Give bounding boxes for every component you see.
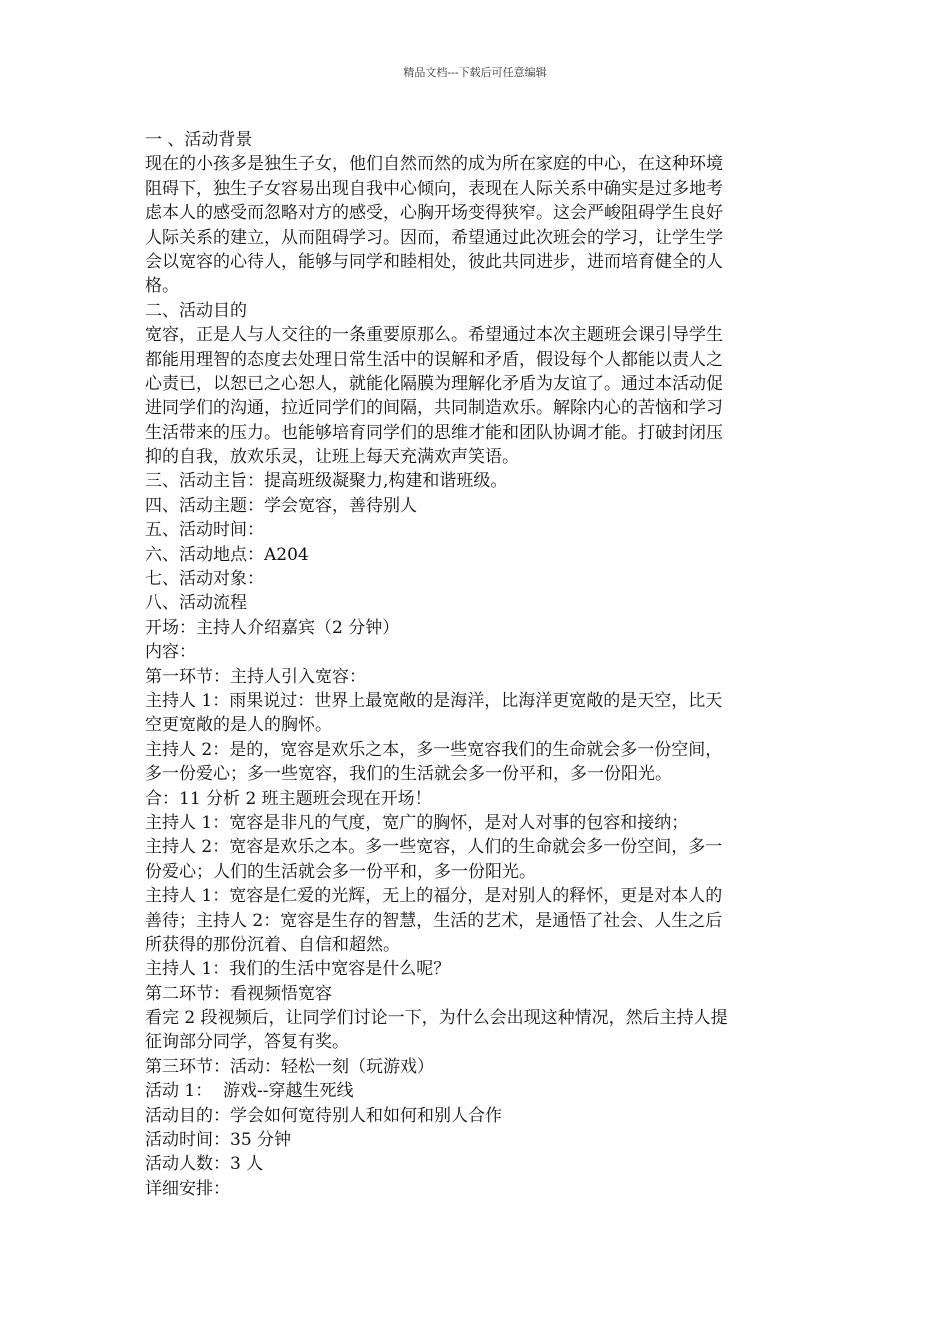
- text-line: 八、活动流程: [145, 593, 247, 614]
- text-line: 四、活动主题：学会宽容，善待别人: [145, 495, 417, 516]
- text-line: 第一环节：主持人引入宽容：: [145, 666, 366, 687]
- text-line: 开场：主持人介绍嘉宾（2 分钟）: [145, 617, 400, 638]
- text-line: 格。: [145, 276, 179, 297]
- text-line: 合：11 分析 2 班主题班会现在开场！: [145, 788, 432, 809]
- text-line: 活动时间：35 分钟: [145, 1130, 292, 1151]
- text-line: 所获得的那份沉着、自信和超然。: [145, 934, 400, 955]
- text-line: 人际关系的建立，从而阻碍学习。因而，希望通过此次班会的学习，让学生学: [145, 227, 723, 248]
- text-line: 主持人 1：雨果说过：世界上最宽敞的是海洋，比海洋更宽敞的是天空，比天: [145, 690, 723, 711]
- text-line: 主持人 1：宽容是非凡的气度，宽广的胸怀，是对人对事的包容和接纳；: [145, 812, 689, 833]
- page-header: 精品文档---下载后可任意编辑: [403, 66, 547, 79]
- text-line: 活动目的：学会如何宽待别人和如何和别人合作: [145, 1105, 502, 1126]
- text-line: 现在的小孩多是独生子女，他们自然而然的成为所在家庭的中心，在这种环境: [145, 154, 723, 175]
- text-line: 七、活动对象：: [145, 569, 264, 590]
- text-line: 三、活动主旨：提高班级凝聚力,构建和谐班级。: [145, 471, 508, 492]
- text-line: 详细安排：: [145, 1178, 230, 1199]
- text-line: 虑本人的感受而忽略对方的感受，心胸开场变得狭窄。这会严峻阻碍学生良好: [145, 203, 723, 224]
- text-line: 份爱心；人们的生活就会多一份平和，多一份阳光。: [145, 861, 536, 882]
- text-line: 进同学们的沟通，拉近同学们的间隔，共同制造欢乐。解除内心的苦恼和学习: [145, 398, 723, 419]
- text-line: 主持人 1：我们的生活中宽容是什么呢？: [145, 959, 451, 980]
- text-line: 五、活动时间：: [145, 520, 264, 541]
- text-line: 内容：: [145, 642, 196, 663]
- text-line: 会以宽容的心待人，能够与同学和睦相处，彼此共同进步，进而培育健全的人: [145, 251, 723, 272]
- text-line: 看完 2 段视频后，让同学们讨论一下，为什么会出现这种情况，然后主持人提: [145, 1008, 728, 1029]
- text-line: 阻碍下，独生子女容易出现自我中心倾向，表现在人际关系中确实是过多地考: [145, 178, 723, 199]
- text-line: 主持人 1：宽容是仁爱的光辉，无上的福分，是对别人的释怀，更是对本人的: [145, 886, 723, 907]
- text-line: 多一份爱心；多一些宽容，我们的生活就会多一份平和，多一份阳光。: [145, 764, 672, 785]
- document-body: [145, 128, 805, 1201]
- text-line: 六、活动地点：A204: [145, 544, 309, 565]
- text-line: 善待；主持人 2：宽容是生存的智慧，生活的艺术，是通悟了社会、人生之后: [145, 910, 723, 931]
- text-line: 都能用理智的态度去处理日常生活中的误解和矛盾，假设每个人都能以责人之: [145, 349, 723, 370]
- text-line: 征询部分同学，答复有奖。: [145, 1032, 349, 1053]
- text-line: 第三环节：活动：轻松一刻（玩游戏）: [145, 1056, 434, 1077]
- text-line: 二、活动目的: [145, 300, 247, 321]
- text-line: 抑的自我，放欢乐灵，让班上每天充满欢声笑语。: [145, 447, 519, 468]
- text-line: 生活带来的压力。也能够培育同学们的思维才能和团队协调才能。打破封闭压: [145, 422, 723, 443]
- text-line: 空更宽敞的是人的胸怀。: [145, 715, 332, 736]
- text-line: 一 、活动背景: [145, 130, 253, 150]
- text-line: 第二环节：看视频悟宽容: [145, 983, 332, 1004]
- text-line: 心责已，以恕已之心恕人，就能化隔膜为理解化矛盾为友谊了。通过本活动促: [145, 373, 723, 394]
- text-line: 主持人 2：宽容是欢乐之本。多一些宽容，人们的生命就会多一份空间，多一: [145, 837, 723, 858]
- text-line: 主持人 2：是的，宽容是欢乐之本，多一些宽容我们的生命就会多一份空间，: [145, 739, 723, 760]
- text-line: 宽容，正是人与人交往的一条重要原那么。希望通过本次主题班会课引导学生: [145, 325, 723, 346]
- text-line: 活动 1： 游戏--穿越生死线: [145, 1081, 354, 1102]
- text-line: 活动人数：3 人: [145, 1154, 264, 1175]
